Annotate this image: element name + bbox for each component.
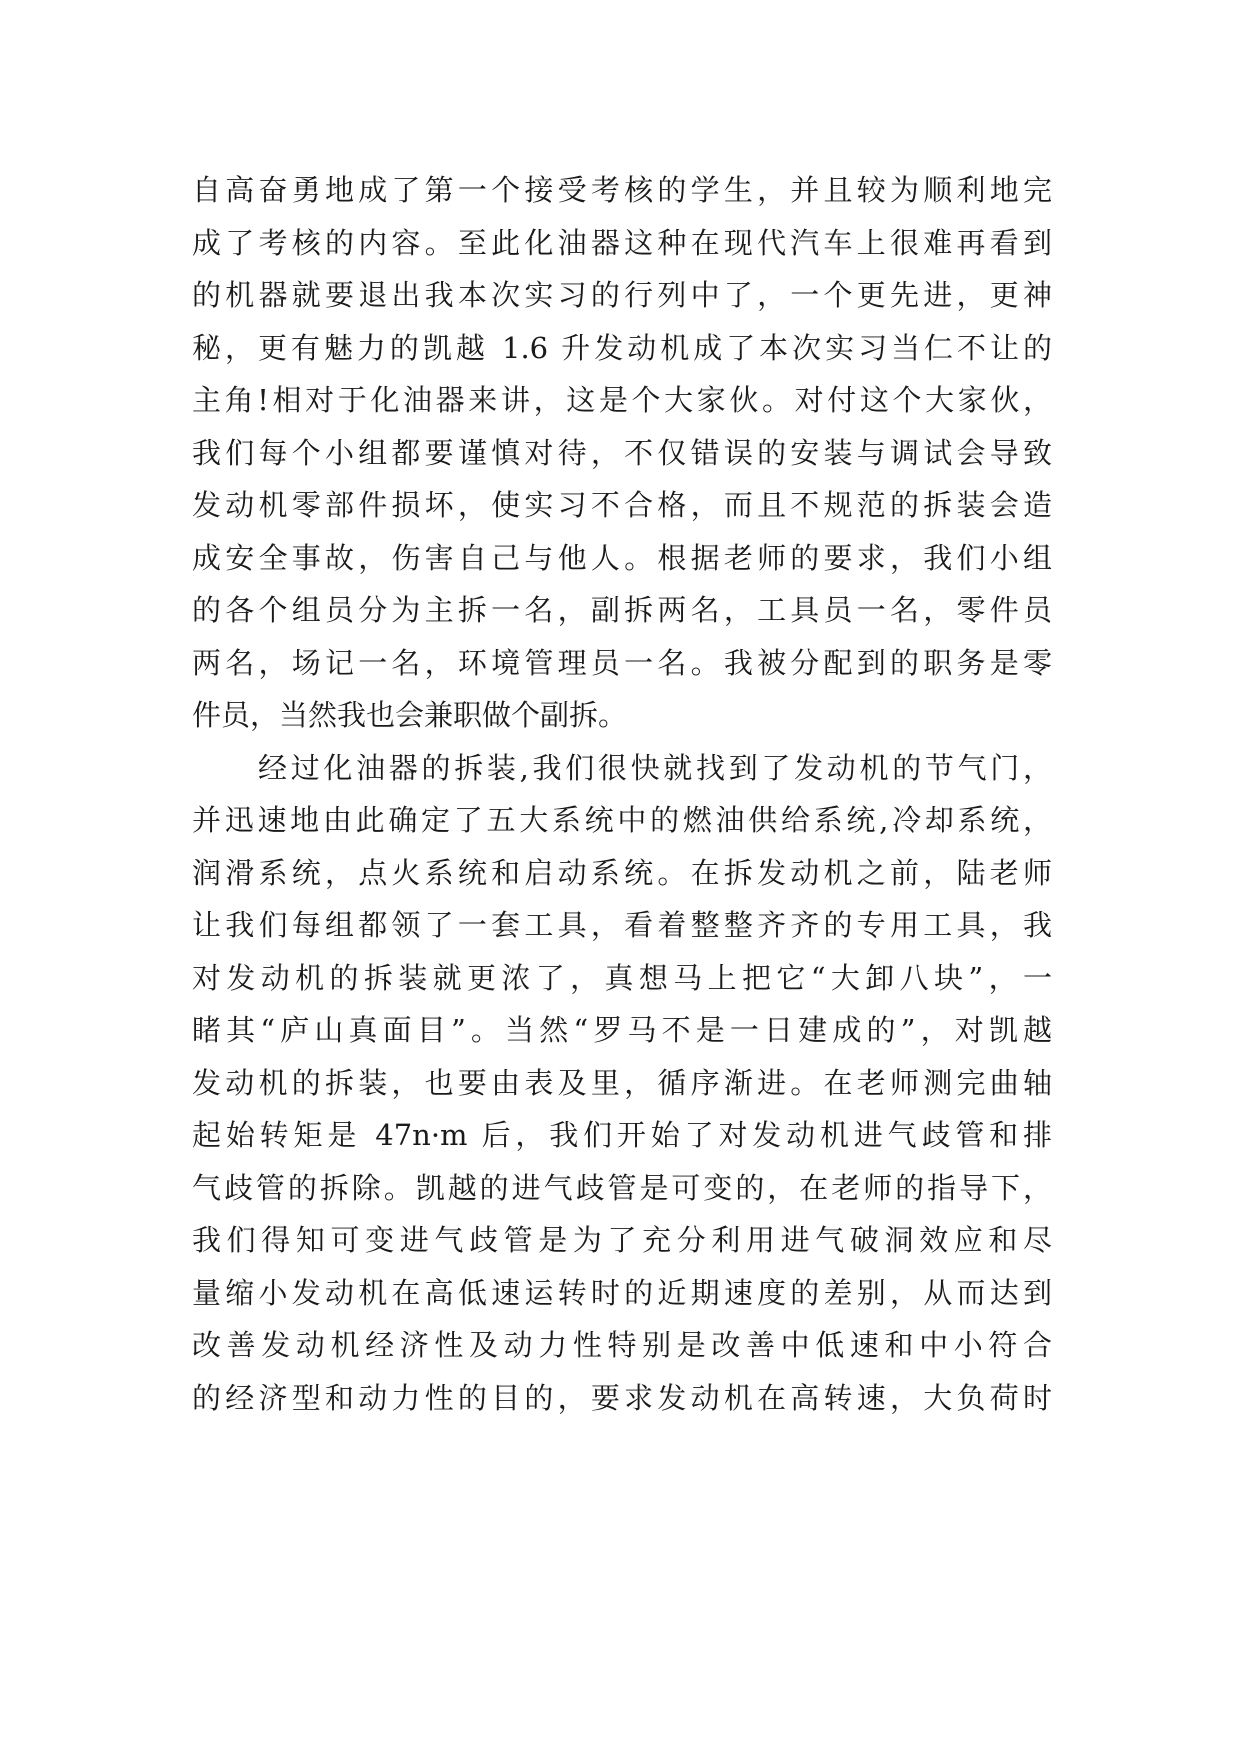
paragraph	[192, 164, 1052, 742]
body-text	[192, 164, 1052, 1424]
text-line: 气歧管的拆除。凯越的进气歧管是可变的，在老师的指导下，	[192, 1170, 1052, 1205]
text-line: 起始转矩是 47n·m 后，我们开始了对发动机进气歧管和排	[192, 1118, 1052, 1152]
text-line: 自高奋勇地成了第一个接受考核的学生，并且较为顺利地完	[192, 173, 1052, 207]
text-line: 润滑系统，点火系统和启动系统。在拆发动机之前，陆老师	[192, 855, 1052, 890]
text-line: 发动机零部件损坏，使实习不合格，而且不规范的拆装会造	[192, 488, 1052, 522]
text-line: 发动机的拆装，也要由表及里，循序渐进。在老师测完曲轴	[192, 1065, 1052, 1100]
text-line: 秘，更有魅力的凯越 1.6 升发动机成了本次实习当仁不让的	[192, 330, 1052, 365]
text-line: 我们得知可变进气歧管是为了充分利用进气破洞效应和尽	[192, 1223, 1052, 1257]
text-line: 量缩小发动机在高低速运转时的近期速度的差别，从而达到	[192, 1275, 1052, 1310]
text-line: 件员，当然我也会兼职做个副拆。	[192, 698, 628, 732]
text-line: 的机器就要退出我本次实习的行列中了，一个更先进，更神	[192, 278, 1052, 312]
text-line: 并迅速地由此确定了五大系统中的燃油供给系统,冷却系统，	[192, 803, 1052, 837]
text-line: 主角!相对于化油器来讲，这是个大家伙。对付这个大家伙，	[192, 383, 1052, 417]
paragraph	[192, 742, 1052, 1425]
text-line: 成安全事故，伤害自己与他人。根据老师的要求，我们小组	[192, 540, 1052, 575]
text-line: 两名，场记一名，环境管理员一名。我被分配到的职务是零	[192, 645, 1052, 680]
text-line: 成了考核的内容。至此化油器这种在现代汽车上很难再看到	[192, 225, 1052, 260]
text-line: 的经济型和动力性的目的，要求发动机在高转速，大负荷时	[192, 1380, 1052, 1415]
text-line: 的各个组员分为主拆一名，副拆两名，工具员一名，零件员	[192, 593, 1052, 627]
text-line: 我们每个小组都要谨慎对待，不仅错误的安装与调试会导致	[192, 435, 1052, 470]
text-line: 让我们每组都领了一套工具，看着整整齐齐的专用工具，我	[192, 908, 1052, 942]
text-line: 改善发动机经济性及动力性特别是改善中低速和中小符合	[192, 1328, 1052, 1362]
text-line: 睹其“庐山真面目”。当然“罗马不是一日建成的”，对凯越	[192, 1013, 1052, 1047]
text-line: 经过化油器的拆装,我们很快就找到了发动机的节气门，	[258, 750, 1052, 785]
text-line: 对发动机的拆装就更浓了，真想马上把它“大卸八块”，一	[192, 960, 1052, 995]
